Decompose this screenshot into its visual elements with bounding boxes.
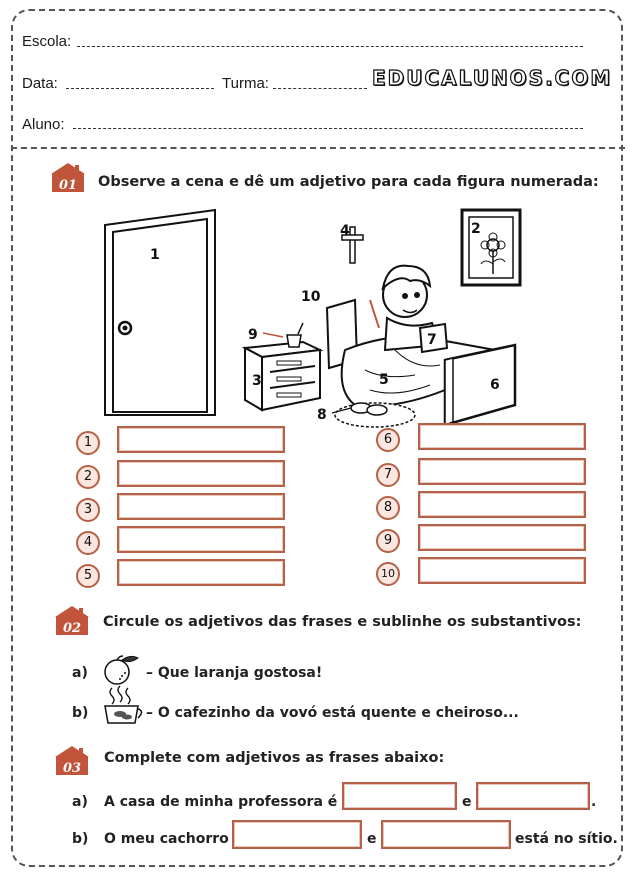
student-field[interactable] xyxy=(73,128,583,129)
q3-b-letter: b) xyxy=(72,831,89,847)
q3-number: 03 xyxy=(62,761,82,776)
coffee-cup-icon xyxy=(100,684,146,726)
q2-a-letter: a) xyxy=(72,665,88,681)
item-number-8: 8 xyxy=(376,496,400,520)
answer-box-10[interactable] xyxy=(418,557,586,584)
q3-b-text: O meu cachorro xyxy=(104,831,229,847)
fig-label-8: 8 xyxy=(317,407,327,423)
answer-box-4[interactable] xyxy=(117,526,285,553)
q3-a-letter: a) xyxy=(72,794,88,810)
q3-b-and: e xyxy=(367,831,377,847)
item-number-10: 10 xyxy=(376,562,400,586)
q3-a-answer-2[interactable] xyxy=(476,782,590,810)
fig-label-1: 1 xyxy=(150,247,160,263)
fig-label-6: 6 xyxy=(490,377,500,393)
q2-b-letter: b) xyxy=(72,705,89,721)
fig-label-3: 3 xyxy=(252,373,262,389)
fig-label-2: 2 xyxy=(471,221,481,237)
header-divider xyxy=(11,147,625,149)
answer-box-5[interactable] xyxy=(117,559,285,586)
date-label: Data: xyxy=(22,75,58,92)
house-icon xyxy=(52,743,92,777)
q3-a-answer-1[interactable] xyxy=(342,782,457,810)
brand-logo: EDUCALUNOS.COM xyxy=(372,66,613,90)
q2-title: Circule os adjetivos das frases e sublinhe os substantivos: xyxy=(103,614,582,630)
answer-box-2[interactable] xyxy=(117,460,285,487)
answer-box-8[interactable] xyxy=(418,491,586,518)
item-number-2: 2 xyxy=(76,465,100,489)
q3-a-text: A casa de minha professora é xyxy=(104,794,338,810)
answer-box-6[interactable] xyxy=(418,423,586,450)
item-number-6: 6 xyxy=(376,428,400,452)
fig-label-9: 9 xyxy=(248,327,258,343)
bed-figure xyxy=(327,300,515,427)
q2-a-text: – Que laranja gostosa! xyxy=(146,665,323,681)
item-number-3: 3 xyxy=(76,498,100,522)
door-figure xyxy=(105,210,215,415)
fig-label-5: 5 xyxy=(379,372,389,388)
student-label: Aluno: xyxy=(22,116,65,133)
bedroom-scene xyxy=(95,200,545,430)
answer-box-3[interactable] xyxy=(117,493,285,520)
q3-b-answer-1[interactable] xyxy=(232,820,362,849)
class-field[interactable] xyxy=(273,88,367,89)
q2-number: 02 xyxy=(62,621,82,636)
fig-label-10: 10 xyxy=(301,289,321,305)
item-number-9: 9 xyxy=(376,529,400,553)
q3-a-and: e xyxy=(462,794,472,810)
school-label: Escola: xyxy=(22,33,72,50)
answer-box-1[interactable] xyxy=(117,426,285,453)
item-number-7: 7 xyxy=(376,463,400,487)
item-number-1: 1 xyxy=(76,431,100,455)
item-number-4: 4 xyxy=(76,531,100,555)
q1-title: Observe a cena e dê um adjetivo para cada figura numerada: xyxy=(98,174,599,190)
date-field[interactable] xyxy=(66,88,214,89)
q3-title: Complete com adjetivos as frases abaixo: xyxy=(104,750,445,766)
answer-box-7[interactable] xyxy=(418,458,586,485)
q1-number: 01 xyxy=(58,178,78,193)
item-number-5: 5 xyxy=(76,564,100,588)
school-field[interactable] xyxy=(77,46,583,47)
fig-label-7: 7 xyxy=(427,332,437,348)
q3-b-end: está no sítio. xyxy=(515,831,618,847)
q2-b-text: – O cafezinho da vovó está quente e cheiroso... xyxy=(146,705,519,721)
q3-a-end: . xyxy=(591,794,597,810)
answer-box-9[interactable] xyxy=(418,524,586,551)
fig-label-4: 4 xyxy=(340,223,350,239)
house-icon xyxy=(52,603,92,637)
q3-b-answer-2[interactable] xyxy=(381,820,511,849)
orange-icon xyxy=(100,654,150,686)
class-label: Turma: xyxy=(222,75,269,92)
house-icon xyxy=(48,160,88,194)
